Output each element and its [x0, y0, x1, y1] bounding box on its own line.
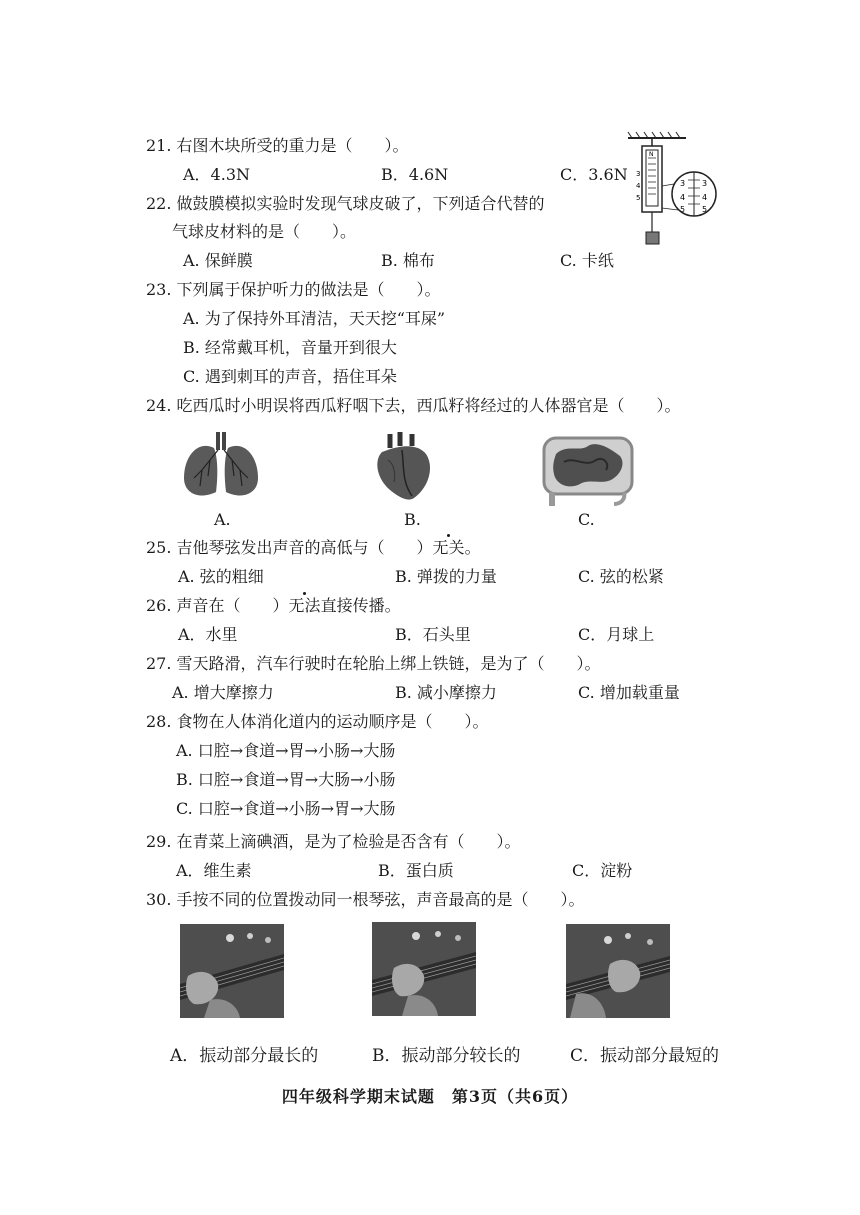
q27-option-b: B. 减小摩擦力: [395, 683, 497, 702]
q26-stem: [146, 596, 401, 616]
q22-stem-line1: 22. 做鼓膜模拟实验时发现气球皮破了，下列适合代替的: [146, 194, 545, 213]
q25-stem-text: 25. 吉他琴弦发出声音的高低与（ ）: [146, 538, 433, 557]
q30-option-a: A．振动部分最长的: [170, 1046, 319, 1066]
q21-option-c: C．3.6N: [560, 165, 628, 184]
q26-option-a: A．水里: [178, 625, 238, 644]
spring-scale-zoom-label: 4: [702, 193, 708, 202]
q24-option-a: A.: [214, 510, 231, 529]
q22-option-a: A. 保鲜膜: [183, 251, 253, 270]
q30-stem: 30. 手按不同的位置拨动同一根琴弦，声音最高的是（ ）。: [146, 890, 585, 909]
q29-option-c: C．淀粉: [572, 861, 633, 880]
q29-option-a: A．维生素: [176, 861, 252, 880]
q29-stem: 29. 在青菜上滴碘酒，是为了检验是否含有（ ）。: [146, 832, 521, 851]
q24-stem: 24. 吃西瓜时小明误将西瓜籽咽下去，西瓜籽将经过的人体器官是（ ）。: [146, 396, 681, 415]
spring-scale-zoom-label: 5: [680, 205, 686, 214]
q25-option-a: A. 弦的粗细: [178, 567, 264, 586]
q29-option-b: B．蛋白质: [378, 861, 454, 880]
q23-stem: 23. 下列属于保护听力的做法是（ ）。: [146, 280, 441, 299]
spring-scale-zoom-label: 5: [702, 205, 708, 214]
guitar-photo-a: [180, 924, 284, 1018]
q21-stem: 21. 右图木块所受的重力是（ ）。: [146, 136, 409, 155]
q27-stem: 27. 雪天路滑，汽车行驶时在轮胎上绑上铁链，是为了（ ）。: [146, 654, 601, 673]
heart-image: [372, 430, 436, 504]
q27-option-c: C. 增加载重量: [578, 683, 680, 702]
guitar-photo-b: [372, 922, 476, 1016]
q30-option-c: C．振动部分最短的: [570, 1046, 720, 1066]
spring-scale-zoom-label: 3: [702, 179, 708, 188]
q24-option-c: C.: [578, 510, 595, 529]
q22-option-b: B. 棉布: [381, 251, 435, 270]
spring-scale-zoom-label: 3: [680, 179, 686, 188]
q23-option-c: C. 遇到刺耳的声音，捂住耳朵: [183, 367, 397, 386]
spring-scale-unit-label: N: [649, 151, 654, 158]
q26-stem-text: 26. 声音在（ ）: [146, 596, 289, 615]
q21-option-b: B．4.6N: [381, 165, 449, 184]
q28-stem: 28. 食物在人体消化道内的运动顺序是（ ）。: [146, 712, 489, 731]
spring-scale-figure: [622, 128, 722, 252]
q22-stem-line2: 气球皮材料的是（ ）。: [172, 222, 357, 241]
q22-option-c: C. 卡纸: [560, 251, 614, 270]
q25-option-c: C. 弦的松紧: [578, 567, 664, 586]
q28-option-c: C. 口腔→食道→小肠→胃→大肠: [176, 799, 396, 818]
q26-stem-end: 直接传播。: [320, 596, 401, 615]
spring-scale-zoom-label: 4: [680, 193, 686, 202]
q26-emphasis: 无法: [288, 596, 321, 615]
q30-option-b: B．振动部分较长的: [372, 1046, 521, 1066]
page-footer: 四年级科学期末试题 第3页（共6页）: [281, 1087, 579, 1106]
q28-option-b: B. 口腔→食道→胃→大肠→小肠: [176, 770, 396, 789]
q21-option-a: A．4.3N: [183, 165, 251, 184]
q23-option-b: B. 经常戴耳机，音量开到很大: [183, 338, 397, 357]
spring-scale-tick-label: 5: [636, 194, 641, 202]
q25-stem: [146, 538, 481, 558]
q26-option-c: C．月球上: [578, 625, 655, 644]
spring-scale-tick-label: 4: [636, 182, 641, 190]
q24-option-b: B.: [404, 510, 421, 529]
q28-option-a: A. 口腔→食道→胃→小肠→大肠: [176, 741, 396, 760]
q23-option-a: A. 为了保持外耳清洁，天天挖“耳屎”: [183, 309, 446, 328]
guitar-photo-c: [566, 924, 670, 1018]
spring-scale-tick-label: 3: [636, 170, 641, 178]
q25-stem-end: 。: [464, 538, 481, 557]
intestines-image: [540, 434, 636, 508]
q25-emphasis: 无关: [432, 538, 465, 557]
q26-option-b: B．石头里: [395, 625, 471, 644]
q25-option-b: B. 弹拨的力量: [395, 567, 497, 586]
lungs-image: [180, 426, 262, 502]
q27-option-a: A. 增大摩擦力: [172, 683, 274, 702]
